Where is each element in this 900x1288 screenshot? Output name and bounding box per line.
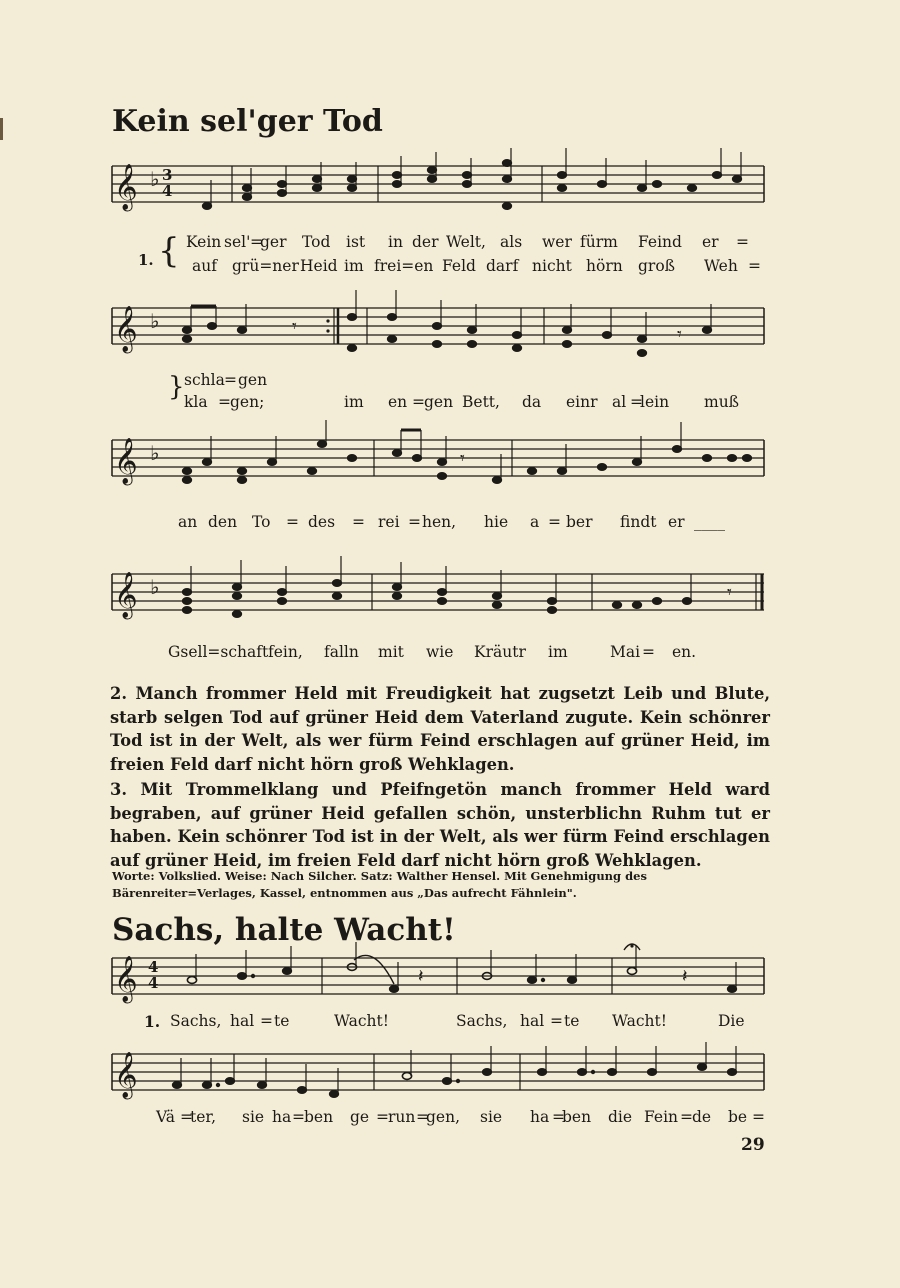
additional-verses <box>110 682 770 874</box>
lyric-syllable: da <box>522 393 542 411</box>
svg-text:𝄾: 𝄾 <box>677 324 682 345</box>
lyric-syllable: te <box>564 1012 580 1030</box>
lyric-syllable: Heid <box>300 257 338 275</box>
lyric-syllable: = <box>408 513 421 531</box>
lyric-syllable: en <box>388 393 408 411</box>
lyric-syllable: Welt, <box>446 233 486 251</box>
lyric-syllable: ter, <box>190 1108 217 1126</box>
lyric-syllable: gen; <box>230 393 265 411</box>
lyric-syllable: Fein <box>644 1108 679 1126</box>
lyric-syllable: te <box>274 1012 290 1030</box>
lyric-syllable: run <box>388 1108 416 1126</box>
lyric-line <box>112 643 772 665</box>
lyric-syllable: a <box>530 513 540 531</box>
svg-text:♭: ♭ <box>150 441 160 465</box>
lyric-syllable: gen, <box>426 1108 461 1126</box>
lyric-syllable: sel' <box>224 233 251 251</box>
svg-text:𝄞: 𝄞 <box>114 1052 138 1098</box>
lyric-syllable: an <box>178 513 198 531</box>
lyric-syllable: kla <box>184 393 208 411</box>
lyric-line <box>112 513 772 535</box>
lyric-syllable: hie <box>484 513 509 531</box>
svg-text:𝄽: 𝄽 <box>418 966 424 987</box>
lyric-syllable: Bett, <box>462 393 500 411</box>
lyric-syllable: im <box>344 257 364 275</box>
lyric-syllable: sie <box>480 1108 503 1126</box>
svg-text:𝄞: 𝄞 <box>114 572 138 618</box>
svg-text:4: 4 <box>162 182 173 200</box>
lyric-syllable: Die <box>718 1012 745 1030</box>
lyric-syllable: = <box>752 1108 765 1126</box>
lyric-syllable: lein <box>640 393 670 411</box>
lyric-syllable: des <box>308 513 336 531</box>
lyric-syllable: hal <box>520 1012 545 1030</box>
lyric-syllable: Mai <box>610 643 641 661</box>
music-staff-3 <box>112 432 764 492</box>
lyric-syllable: findt <box>620 513 657 531</box>
lyric-syllable: Weh <box>704 257 738 275</box>
lyric-syllable: = <box>748 257 761 275</box>
lyric-syllable: de <box>692 1108 712 1126</box>
verse-2: 2. Manch frommer Held mit Freudigkeit hat zugsetzt Leib und Blute, starb selgen Tod auf grüner Heid dem Vaterland zugute. Kein schönrer Tod ist in der Welt, als wer fürm Feind erschlagen auf grüner Heid, im freien Feld darf nicht hörn groß Wehklagen. <box>110 684 770 774</box>
staff-notation <box>112 158 764 218</box>
lyric-syllable: ha <box>530 1108 550 1126</box>
svg-text:𝄾: 𝄾 <box>460 448 465 469</box>
lyric-syllable: = <box>218 393 231 411</box>
lyric-syllable: Wacht! <box>612 1012 667 1030</box>
lyric-syllable: Sachs, <box>170 1012 222 1030</box>
music-staff-1 <box>112 158 764 218</box>
lyric-syllable: Wacht! <box>334 1012 389 1030</box>
lyric-syllable: gen <box>238 371 268 389</box>
lyric-syllable: wer <box>542 233 572 251</box>
staff-notation <box>112 950 764 1010</box>
lyric-syllable: ben <box>304 1108 334 1126</box>
staff-notation <box>112 1046 764 1106</box>
lyric-syllable: ist <box>346 233 366 251</box>
svg-text:𝄞: 𝄞 <box>114 438 138 484</box>
lyric-syllable: ge <box>350 1108 370 1126</box>
svg-text:4: 4 <box>148 958 159 976</box>
music-staff-4 <box>112 566 764 626</box>
lyric-syllable: = <box>630 393 643 411</box>
svg-text:♭: ♭ <box>150 309 160 333</box>
lyric-line <box>112 1012 772 1034</box>
lyric-syllable: = <box>376 1108 389 1126</box>
lyric-syllable: einr <box>566 393 598 411</box>
lyric-syllable: Vä <box>156 1108 176 1126</box>
lyric-syllable: Feld <box>442 257 476 275</box>
verse-3: 3. Mit Trommelklang und Pfeifngetön manch frommer Held ward begraben, auf grüner Heid gefallen schön, unsterblichn Ruhm tut er haben. Kein schönrer Tod ist in der Welt, als wer fürm Feind erschlagen auf grüner Heid, im freien Feld darf nicht hörn groß Wehklagen. <box>110 780 770 870</box>
lyric-syllable: Kein <box>186 233 222 251</box>
verse-number: 1. <box>138 251 154 269</box>
lyric-syllable: sie <box>242 1108 265 1126</box>
lyric-syllable: rei <box>378 513 400 531</box>
song-title: Kein sel'ger Tod <box>112 104 383 139</box>
lyric-syllable: groß <box>638 257 676 275</box>
page-number: 29 <box>741 1135 765 1155</box>
lyric-syllable: grü=ner <box>232 257 299 275</box>
lyric-line <box>112 1108 772 1130</box>
svg-text:𝄞: 𝄞 <box>114 306 138 352</box>
lyric-syllable: Gsell=schaft <box>168 643 269 661</box>
lyric-syllable: = <box>548 513 561 531</box>
lyric-syllable: gen <box>424 393 454 411</box>
lyric-line <box>112 393 772 415</box>
lyric-syllable: im <box>548 643 568 661</box>
lyric-syllable: ____ <box>694 513 725 531</box>
svg-text:𝄞: 𝄞 <box>114 956 138 1002</box>
lyric-syllable: ber <box>566 513 593 531</box>
lyric-line <box>112 257 772 279</box>
lyric-syllable: hal <box>230 1012 255 1030</box>
svg-text:3: 3 <box>162 166 173 184</box>
lyric-syllable: al <box>612 393 627 411</box>
music-staff-6 <box>112 1046 764 1106</box>
svg-text:♭: ♭ <box>150 167 160 191</box>
lyric-syllable: = <box>286 513 299 531</box>
brace-symbol: } <box>168 372 185 402</box>
lyric-syllable: Kräutr <box>474 643 526 661</box>
lyric-syllable: wie <box>426 643 454 661</box>
lyric-syllable: = <box>552 1108 565 1126</box>
music-staff-5 <box>112 950 764 1010</box>
lyric-syllable: den <box>208 513 238 531</box>
binding-mark <box>0 118 3 140</box>
lyric-syllable: muß <box>704 393 740 411</box>
lyric-syllable: der <box>412 233 439 251</box>
lyric-syllable: als <box>500 233 523 251</box>
lyric-syllable: Tod <box>302 233 331 251</box>
lyric-syllable: Sachs, <box>456 1012 508 1030</box>
brace-symbol: { <box>158 231 180 271</box>
lyric-syllable: = <box>416 1108 429 1126</box>
lyric-syllable: die <box>608 1108 633 1126</box>
svg-text:𝄾: 𝄾 <box>727 582 732 603</box>
lyric-syllable: Feind <box>638 233 682 251</box>
lyric-syllable: 1. <box>144 1012 161 1031</box>
svg-text:4: 4 <box>148 974 159 992</box>
svg-text:𝄞: 𝄞 <box>114 164 138 210</box>
lyric-syllable: fürm <box>580 233 618 251</box>
lyric-syllable: auf <box>192 257 217 275</box>
song-credits: Worte: Volkslied. Weise: Nach Silcher. Satz: Walther Hensel. Mit Genehmigung des Bärenreiter=Verlages, Kassel, entnommen aus „Das aufrecht Fähnlein". <box>112 869 647 900</box>
lyric-syllable: = <box>550 1012 563 1030</box>
staff-notation <box>112 566 764 626</box>
music-staff-2 <box>112 300 764 360</box>
staff-notation <box>112 300 764 360</box>
lyric-syllable: be <box>728 1108 748 1126</box>
lyric-syllable: = <box>260 1012 273 1030</box>
lyric-syllable: nicht <box>532 257 572 275</box>
lyric-syllable: = <box>680 1108 693 1126</box>
lyric-syllable: hen, <box>422 513 457 531</box>
lyric-syllable: in <box>388 233 403 251</box>
lyric-syllable: frei=en <box>374 257 434 275</box>
lyric-syllable: ger <box>260 233 287 251</box>
lyric-syllable: = <box>736 233 749 251</box>
lyric-syllable: ha <box>272 1108 292 1126</box>
lyric-syllable: = <box>352 513 365 531</box>
lyric-syllable: im <box>344 393 364 411</box>
lyric-syllable: = <box>180 1108 193 1126</box>
lyric-syllable: hörn <box>586 257 623 275</box>
lyric-syllable: = <box>642 643 655 661</box>
lyric-syllable: er <box>702 233 719 251</box>
lyric-syllable: = <box>292 1108 305 1126</box>
lyric-syllable: = <box>224 371 237 389</box>
lyric-syllable: ben <box>562 1108 592 1126</box>
staff-notation <box>112 432 764 492</box>
lyric-syllable: mit <box>378 643 404 661</box>
lyric-syllable: = <box>250 233 263 251</box>
svg-text:𝄽: 𝄽 <box>682 966 688 987</box>
lyric-line <box>112 371 772 393</box>
lyric-syllable: To <box>252 513 271 531</box>
lyric-syllable: schla <box>184 371 225 389</box>
lyric-syllable: darf <box>486 257 519 275</box>
lyric-syllable: er <box>668 513 685 531</box>
lyric-line <box>112 233 772 255</box>
lyric-syllable: en. <box>672 643 697 661</box>
lyric-syllable: = <box>412 393 425 411</box>
song-title: Sachs, halte Wacht! <box>112 912 456 948</box>
svg-text:𝄾: 𝄾 <box>292 316 297 337</box>
svg-text:♭: ♭ <box>150 575 160 599</box>
lyric-syllable: falln <box>324 643 359 661</box>
lyric-syllable: fein, <box>268 643 303 661</box>
